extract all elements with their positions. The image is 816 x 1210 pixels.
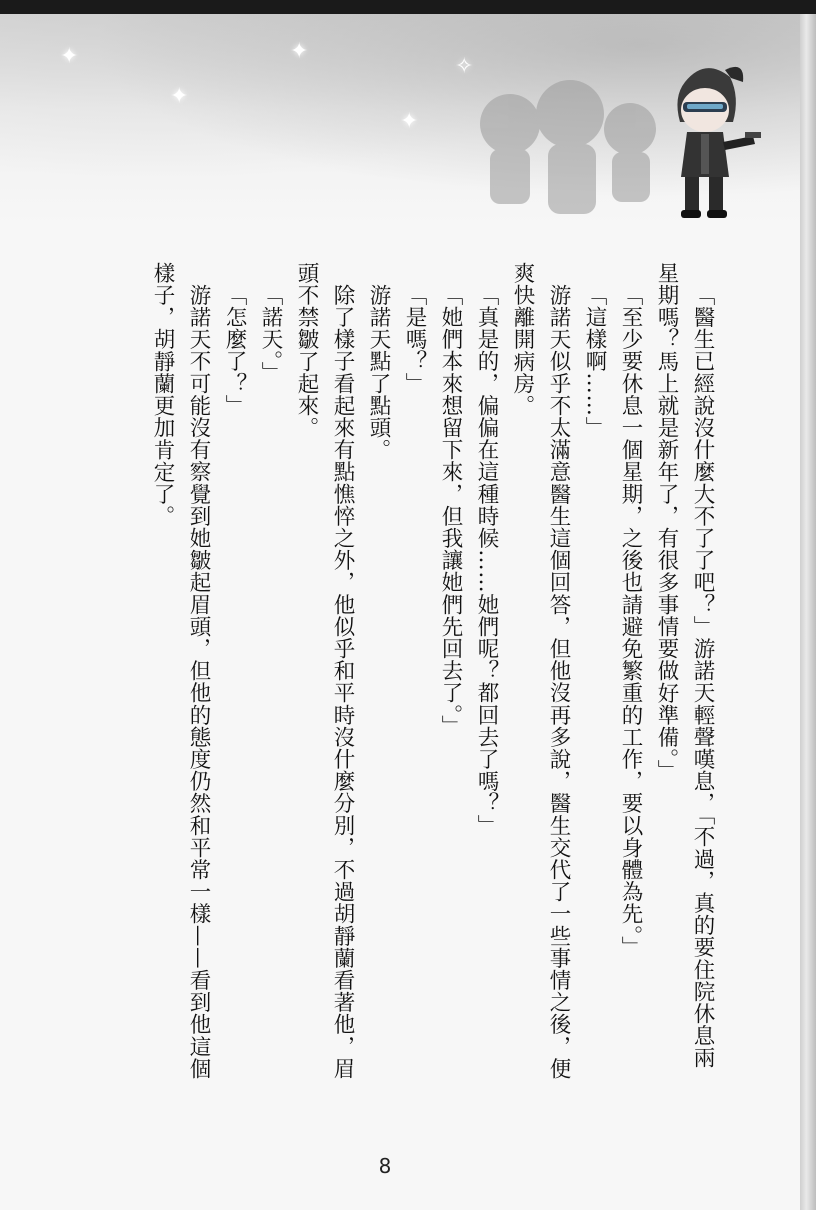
- paragraph: 游諾天點了點頭。: [366, 283, 391, 461]
- paragraph: 「諾天。」: [258, 283, 283, 384]
- sparkle-icon: ✧: [455, 54, 474, 79]
- sparkle-icon: ✦: [170, 84, 189, 109]
- book-page: [0, 14, 800, 1210]
- paragraph: 「醫生已經說沒什麼大不了了吧？」游諾天輕聲嘆息，「不過，真的要住院休息兩星期嗎？馬上就是新年了，有很多事情要做好準備。」: [654, 262, 715, 1069]
- paragraph: 「這樣啊……」: [582, 283, 607, 439]
- paragraph: 「是嗎？」: [402, 283, 427, 394]
- sparkle-icon: ✦: [400, 109, 419, 134]
- paragraph: 游諾天不可能沒有察覺到她皺起眉頭，但他的態度仍然和平常一樣——看到他這個樣子，胡靜蘭更加肯定了。: [150, 262, 211, 1080]
- sparkle-icon: ✦: [290, 39, 309, 64]
- vertical-text-body: [80, 262, 720, 1082]
- sparkle-icon: ✦: [60, 44, 79, 69]
- page-number: 8: [378, 1154, 392, 1178]
- page-edge: [800, 14, 816, 1210]
- paragraph: 游諾天似乎不太滿意醫生這個回答，但他沒再多說，醫生交代了一些事情之後，便爽快離開病房。: [510, 262, 571, 1080]
- paragraph: 「怎麼了？」: [222, 283, 247, 417]
- header-decoration: [0, 14, 800, 224]
- paragraph: 「她們本來想留下來，但我讓她們先回去了。」: [438, 283, 463, 737]
- paragraph: 「真是的，偏偏在這種時候……她們呢？都回去了嗎？」: [474, 283, 499, 836]
- paragraph: 除了樣子看起來有點憔悴之外，他似乎和平時沒什麼分別，不過胡靜蘭看著他，眉頭不禁皺了起來。: [294, 262, 355, 1080]
- paragraph: 「至少要休息一個星期，之後也請避免繁重的工作，要以身體為先。」: [618, 283, 643, 958]
- chibi-character-illustration: [645, 52, 765, 222]
